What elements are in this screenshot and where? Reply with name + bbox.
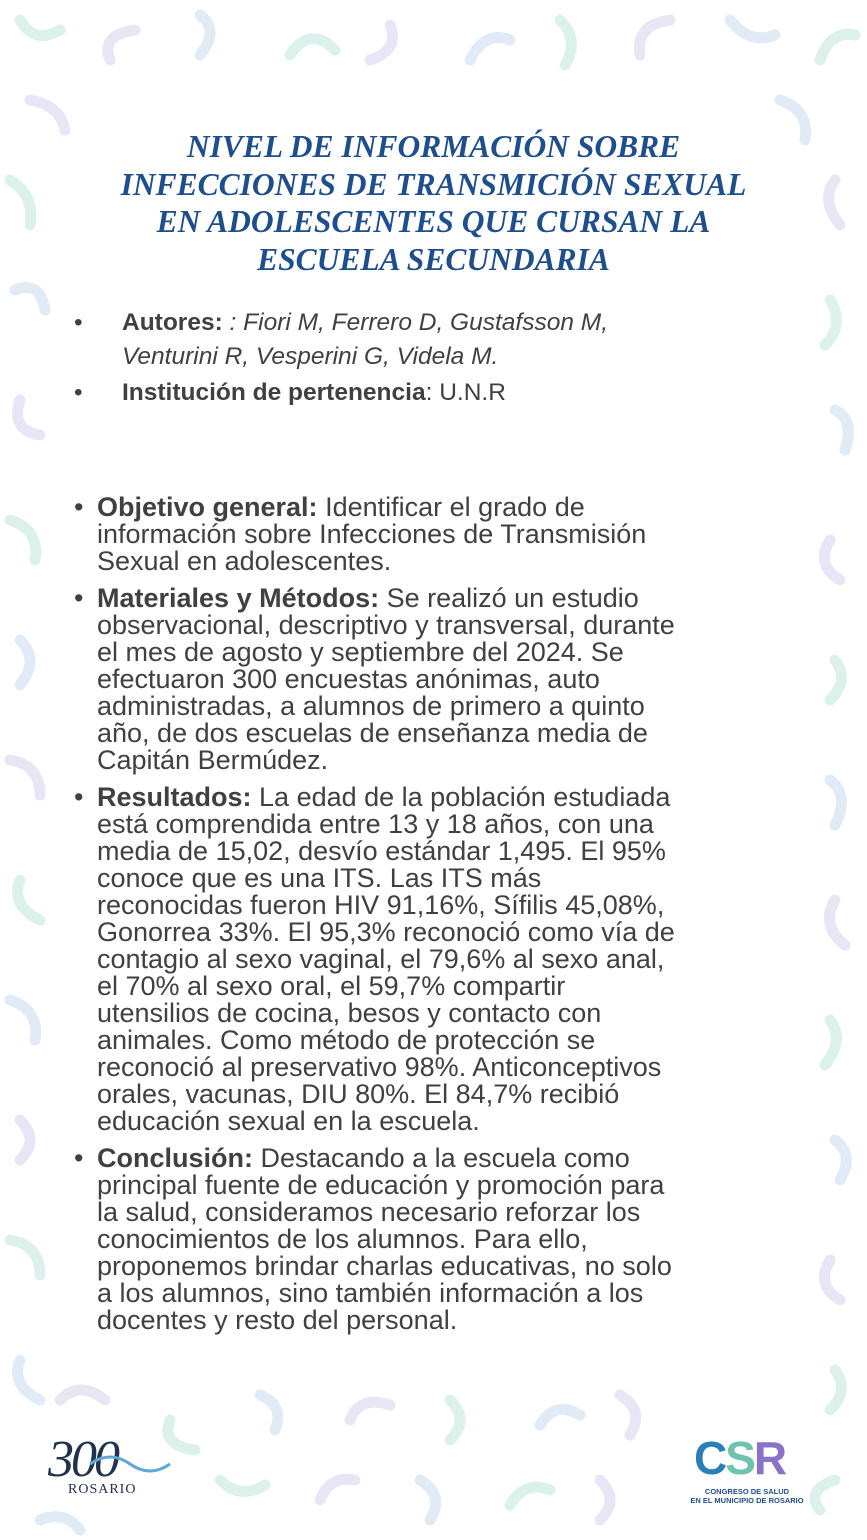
title-line: ESCUELA SECUNDARIA <box>257 241 610 277</box>
section-line: reconoció al preservativo 98%. Anticonceptivos <box>97 1052 662 1082</box>
bullet: • <box>74 379 83 406</box>
wave-icon <box>86 1446 176 1476</box>
authors-label: Autores: <box>122 309 223 336</box>
institution-text <box>122 376 822 410</box>
section-text <box>97 1145 797 1334</box>
section-line: administradas, a alumnos de primero a quinto <box>97 691 645 721</box>
institution-label: Institución de pertenencia <box>122 379 426 406</box>
csr-logo <box>672 1432 822 1512</box>
section-line: educación sexual en la escuela. <box>97 1106 480 1136</box>
section-label: Resultados: <box>97 782 252 812</box>
section-line: conoce que es una ITS. Las ITS más <box>97 863 542 893</box>
logo-number: 300 <box>48 1431 117 1488</box>
title-line: NIVEL DE INFORMACIÓN SOBRE <box>186 129 681 164</box>
section-line: media de 15,02, desvío estándar 1,495. El 95% <box>97 836 666 866</box>
section-first-line: Se realizó un estudio <box>379 583 639 613</box>
section-item <box>0 494 867 575</box>
sections-list <box>0 494 867 1344</box>
poster-title <box>60 128 807 278</box>
section-line: la salud, consideramos necesario reforzar los <box>97 1197 641 1227</box>
section-line: reconocidas fueron HIV 91,16%, Sífilis 45,08%, <box>97 890 665 920</box>
section-line: está comprendida entre 13 y 18 años, con una <box>97 809 654 839</box>
title-line: EN ADOLESCENTES QUE CURSAN LA <box>156 204 711 239</box>
section-label: Materiales y Métodos: <box>97 583 380 613</box>
section-first-line: La edad de la población estudiada <box>251 782 671 812</box>
section-line: animales. Como método de protección se <box>97 1025 596 1055</box>
bullet: • <box>74 583 84 613</box>
section-line: conocimientos de los alumnos. Para ello, <box>97 1224 588 1254</box>
section-line: efectuaron 300 encuestas anónimas, auto <box>97 664 600 694</box>
authors-value: Venturini R, Vesperini G, Videla M. <box>122 343 499 370</box>
bullet: • <box>74 309 83 336</box>
section-text <box>97 585 797 774</box>
section-line: información sobre Infecciones de Transmisión <box>97 519 647 549</box>
section-first-line: Destacando a la escuela como <box>253 1143 630 1173</box>
logo-letters: CSR <box>694 1432 786 1484</box>
rosario-300-logo <box>48 1432 178 1502</box>
authors-value: : Fiori M, Ferrero D, Gustafsson M, <box>222 309 608 336</box>
section-line: proponemos brindar charlas educativas, no solo <box>97 1251 672 1281</box>
section-text <box>97 784 797 1135</box>
authors-text <box>122 306 822 374</box>
section-line: Sexual en adolescentes. <box>97 546 392 576</box>
bullet: • <box>74 1143 84 1173</box>
institution-value: : U.N.R <box>425 379 506 406</box>
section-line: Gonorrea 33%. El 95,3% reconoció como vía de <box>97 917 675 947</box>
section-item <box>0 585 867 774</box>
section-line: contagio al sexo vaginal, el 79,6% al sexo anal, <box>97 944 665 974</box>
section-text <box>97 494 797 575</box>
section-line: año, de dos escuelas de enseñanza media de <box>97 718 648 748</box>
section-line: principal fuente de educación y promoción para <box>97 1170 665 1200</box>
bullet: • <box>74 492 84 522</box>
section-line: el mes de agosto y septiembre del 2024. Se <box>97 637 624 667</box>
section-first-line: Identificar el grado de <box>317 492 585 522</box>
section-item <box>0 784 867 1135</box>
section-label: Conclusión: <box>97 1143 253 1173</box>
bullet: • <box>74 782 84 812</box>
title-line: INFECCIONES DE TRANSMICIÓN SEXUAL <box>120 166 747 202</box>
section-line: observacional, descriptivo y transversal, durante <box>97 610 675 640</box>
logo-word: ROSARIO <box>68 1482 137 1497</box>
section-item <box>0 1145 867 1334</box>
section-line: a los alumnos, sino también información a los <box>97 1278 644 1308</box>
section-line: utensilios de cocina, besos y contacto con <box>97 998 602 1028</box>
section-line: docentes y resto del personal. <box>97 1305 458 1335</box>
logo-subtitle: CONGRESO DE SALUD EN EL MUNICIPIO DE ROSARIO <box>690 1487 804 1505</box>
section-line: el 70% al sexo oral, el 59,7% compartir <box>97 971 566 1001</box>
section-line: orales, vacunas, DIU 80%. El 84,7% recibió <box>97 1079 620 1109</box>
section-label: Objetivo general: <box>97 492 318 522</box>
section-line: Capitán Bermúdez. <box>97 745 329 775</box>
